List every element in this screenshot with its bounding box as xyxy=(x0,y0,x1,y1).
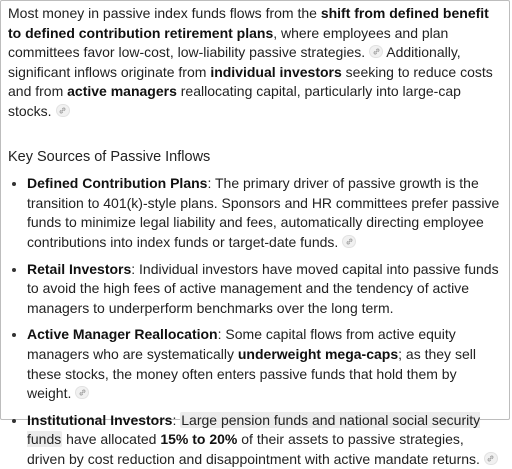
intro-text-2: , where employees and plan committees favor low-cost, low-liability passive strategies. xyxy=(8,24,449,61)
intro-bold-3: active managers xyxy=(67,83,177,100)
list-item-text: of their assets to passive strategies, driven by cost reduction and disappointment with active mandate returns. xyxy=(27,431,480,467)
list-item-text: ; as they sell these stocks, the money often enters passive funds that hold them by weight. xyxy=(27,345,476,402)
list-item xyxy=(27,411,501,469)
list-item-title: Defined Contribution Plans xyxy=(27,175,208,192)
list-item-text: : Individual investors have moved capital into passive funds to avoid the high fees of active management and the tendency of active managers to underperform benchmarks over the long term. xyxy=(27,260,499,316)
list-item xyxy=(27,260,501,319)
citation-link-icon[interactable] xyxy=(56,104,70,117)
citation-link-icon[interactable] xyxy=(369,45,383,58)
list-item-text: : The primary driver of passive growth is the transition to 401(k)-style plans. Sponsors and HR committees prefer passive funds to minimize legal liability and fees, automatically directing employee contributions into index funds or target-date funds. xyxy=(27,175,500,250)
highlighted-text: Large pension funds and national social security funds xyxy=(27,411,481,448)
list-item-text: have allocated xyxy=(62,431,161,448)
list-item-bold: underweight mega-caps xyxy=(237,345,399,362)
link-icon xyxy=(345,237,354,246)
list-item-bold: 15% to 20% xyxy=(160,431,238,448)
list-item xyxy=(27,325,501,403)
citation-link-icon[interactable] xyxy=(484,452,498,465)
answer-content xyxy=(1,1,509,469)
list-item-title: Institutional Investors xyxy=(27,411,173,428)
intro-text-5: reallocating capital, particularly into large-cap stocks. xyxy=(8,83,461,119)
sources-list xyxy=(8,174,501,469)
list-item-title: Active Manager Reallocation xyxy=(27,326,218,343)
link-icon xyxy=(486,454,495,463)
list-item xyxy=(27,174,501,252)
list-item-text: : Some capital flows from active equity managers who are systematically xyxy=(27,326,456,362)
section-heading: Key Sources of Passive Inflows xyxy=(8,148,211,165)
link-icon xyxy=(372,47,381,56)
intro-paragraph xyxy=(8,4,501,122)
citation-link-icon[interactable] xyxy=(75,386,89,399)
list-item-separator: : xyxy=(172,411,181,428)
link-icon xyxy=(78,388,87,397)
citation-link-icon[interactable] xyxy=(342,235,356,248)
intro-bold-2: individual investors xyxy=(210,63,342,80)
link-icon xyxy=(58,106,67,115)
intro-text-1: Most money in passive index funds flows from the xyxy=(8,5,321,21)
intro-text-4: seeking to reduce costs and from xyxy=(8,63,493,100)
list-item-title: Retail Investors xyxy=(27,260,132,277)
intro-bold-1: shift from defined benefit to defined contribution retirement plans xyxy=(8,5,489,41)
intro-text-3: Additionally, significant inflows originate from xyxy=(8,44,461,80)
